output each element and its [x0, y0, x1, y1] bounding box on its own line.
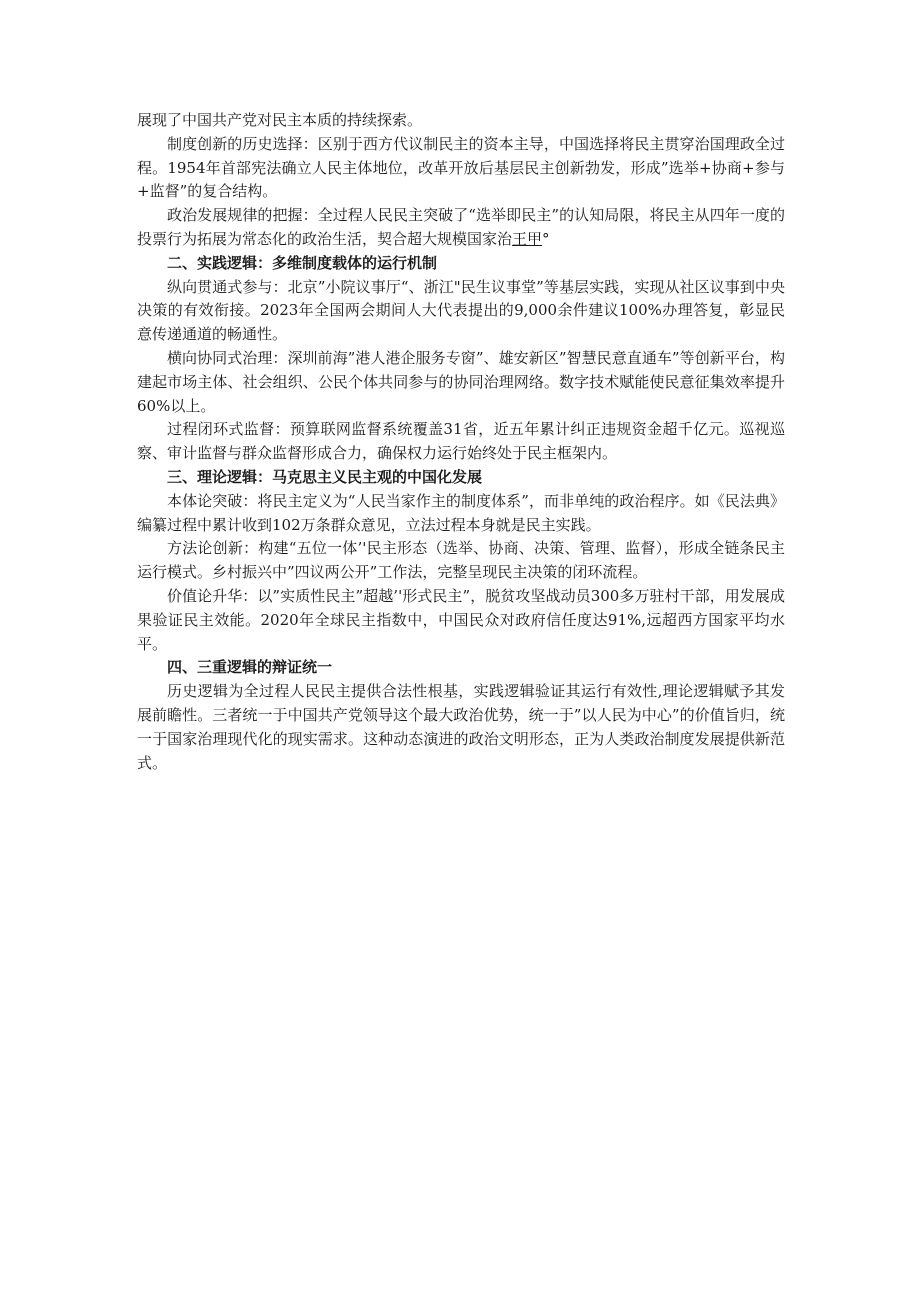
paragraph-unity: 历史逻辑为全过程人民民主提供合法性根基，实践逻辑验证其运行有效性,理论逻辑赋予其发展前瞻性。三者统一于中国共产党领导这个最大政治优势，统一于”以人民为中心”的价值旨归，统一于国家治理现代化的现实需求。这种动态演进的政治文明形态，正为人类政治制度发展提供新范式。: [137, 682, 785, 772]
intro-line: 展现了中国共产党对民主本质的持续探索。: [137, 111, 423, 129]
paragraph-methodology: 方法论创新：构建“五位一体’'民主形态（选举、协商、决策、管理、监督），形成全链条民主运行模式。乡村振兴中”四议两公开”工作法，完整呈现民主决策的闭环流程。: [137, 539, 785, 582]
section-heading-theory-logic: 三、理论逻辑：马克思主义民主观的中国化发展: [167, 467, 483, 486]
section-heading-dialectical-unity: 四、三重逻辑的辩证统一: [167, 658, 333, 677]
political-development-text: 政治发展规律的把握：全过程人民民主突破了“选举即民主”的认知局限，将民主从四年一度的投票行为拓展为常态化的政治生活，契合超大规模国家治: [137, 206, 785, 248]
political-development-end-mark: °: [542, 229, 550, 248]
paragraph-value-theory: 价值论升华：以”实质性民主”超越’'形式民主”，脱贫攻坚战动员300多万驻村干部，用发展成果验证民主效能。2020年全球民主指数中，中国民众对政府信任度达91%,远超西方国家平均水平。: [137, 586, 785, 653]
paragraph-vertical-participation: 纵向贯通式参与：北京”小院议事厅“、浙江"民生议事堂”等基层实践，实现从社区议事到中央决策的有效衔接。2023年全国两会期间人大代表提出的9,000余件建议100%办理答复，彰显民意传递通道的畅通性。: [137, 277, 785, 344]
paragraph-political-development: [137, 204, 785, 252]
paragraph-horizontal-governance: 横向协同式治理：深圳前海”港人港企服务专窗”、雄安新区”智慧民意直通车”等创新平台，构建起市场主体、社会组织、公民个体共同参与的协同治理网络。数字技术赋能使民意征集效率提升60%以上。: [137, 348, 785, 415]
paragraph-ontology: 本体论突破：将民主定义为“人民当家作主的制度体系”，而非单纯的政治程序。如《民法典》编纂过程中累计收到102万条群众意见，立法过程本身就是民主实践。: [137, 491, 785, 534]
paragraph-closed-loop-supervision: 过程闭环式监督：预算联网监督系统覆盖31省，近五年累计纠正违规资金超千亿元。巡视巡察、审计监督与群众监督形成合力，确保权力运行始终处于民主框架内。: [137, 420, 785, 463]
paragraph-institutional-innovation: 制度创新的历史选择：区别于西方代议制民主的资本主导，中国选择将民主贯穿治国理政全过程。1954年首部宪法确立人民主体地位，改革开放后基层民主创新勃发，形成”选举+协商+参与+监督”的复合结构。: [137, 134, 785, 201]
document-body: [137, 109, 785, 775]
underlined-typo-text: 王甲: [512, 229, 543, 248]
section-heading-practice-logic: 二、实践逻辑：多维制度载体的运行机制: [167, 253, 438, 272]
